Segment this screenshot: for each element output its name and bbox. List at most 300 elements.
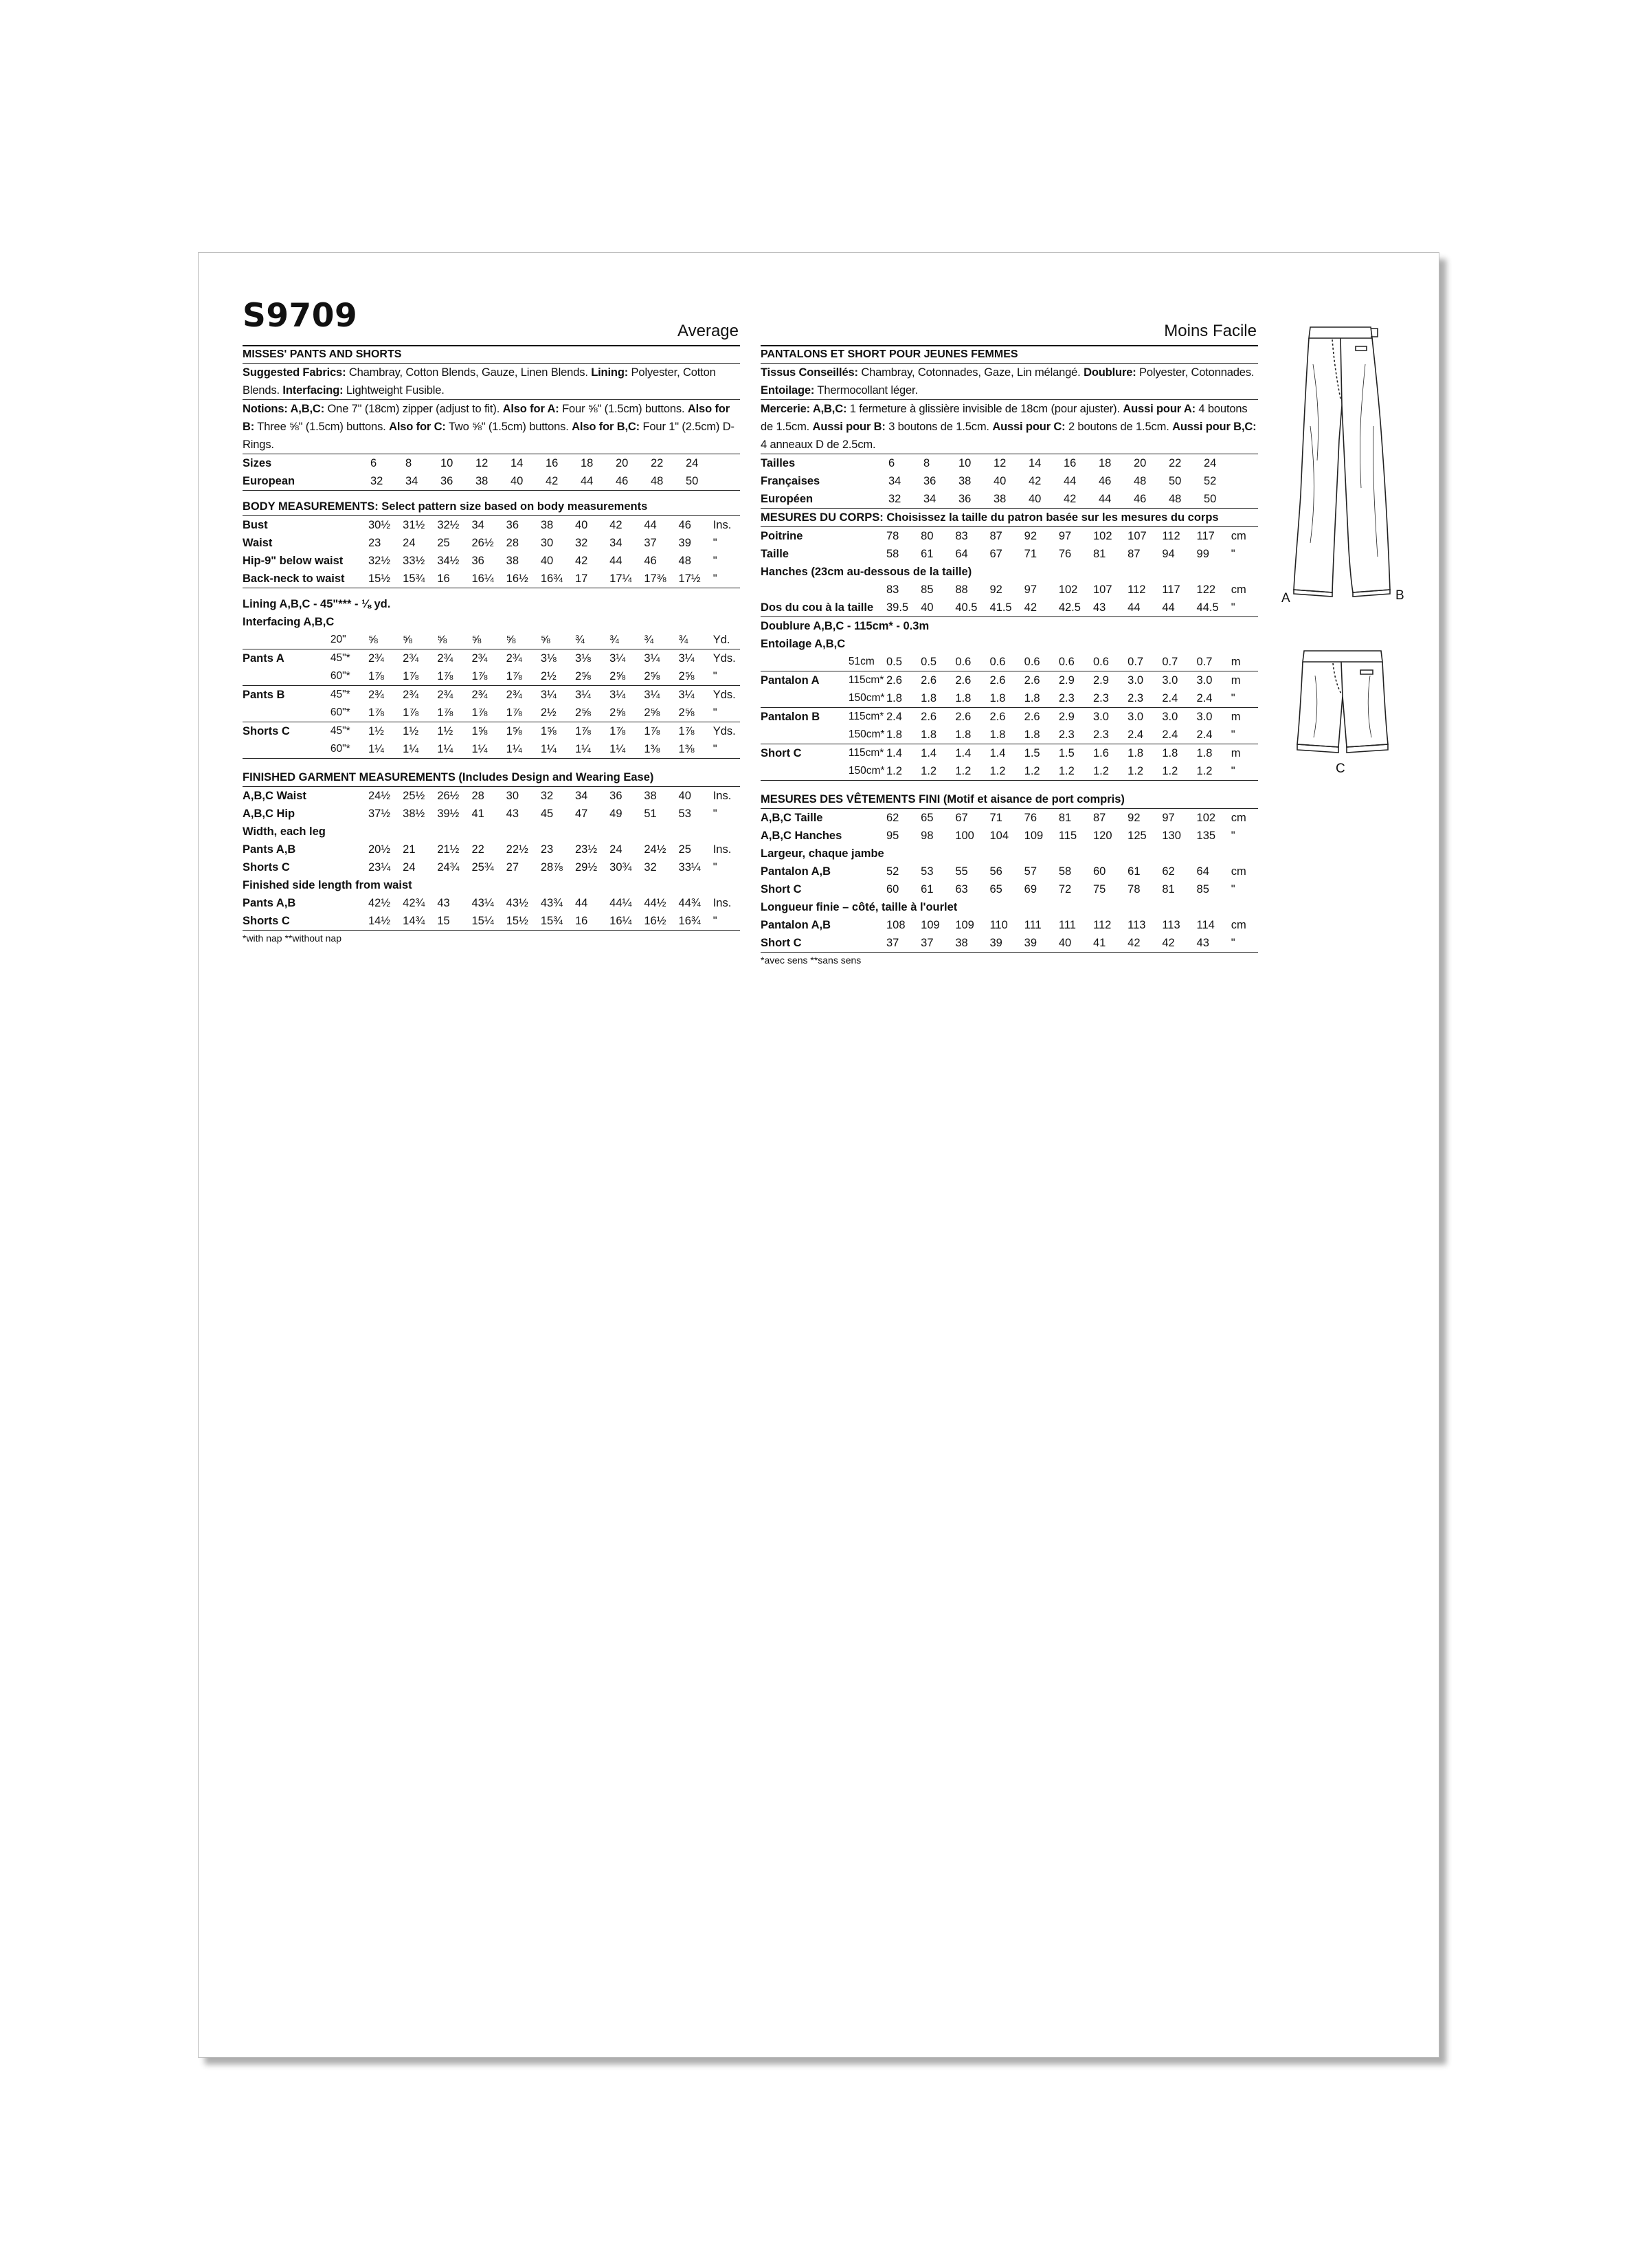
unit-cell: Yds. <box>713 689 736 701</box>
table-cell: 2.6 <box>989 711 1006 723</box>
header <box>761 302 1258 345</box>
table-cell: 1.5 <box>1058 747 1075 759</box>
table-cell: 80 <box>921 530 934 542</box>
table-cell: 25¾ <box>471 861 494 874</box>
table-cell: 44 <box>575 897 588 909</box>
table-cell: 76 <box>1024 812 1037 824</box>
table-cell: 2¾ <box>471 652 488 665</box>
table-cell: 2.9 <box>1058 711 1075 723</box>
table-cell: 37 <box>886 937 899 949</box>
table-cell: 44¼ <box>609 897 632 909</box>
fabric-width: 115cm* <box>848 711 884 722</box>
table-cell: 111 <box>1058 919 1076 931</box>
table-cell: 24 <box>609 843 622 856</box>
table-cell: 39 <box>989 937 1002 949</box>
table-cell: 34½ <box>437 555 460 567</box>
table-cell: 1⅞ <box>368 707 384 719</box>
interfacing-text: Lightweight Fusible. <box>343 384 445 397</box>
table-cell: 43 <box>1093 601 1106 614</box>
table-cell: 24½ <box>368 790 391 802</box>
table-cell: 67 <box>955 812 968 824</box>
table-cell: 125 <box>1128 830 1147 842</box>
table-cell: 98 <box>921 830 934 842</box>
table-cell: 38 <box>475 475 489 487</box>
table-cell: 17¼ <box>609 572 632 585</box>
table-cell: 28 <box>506 537 519 549</box>
table-cell: 1⅞ <box>437 670 453 682</box>
also-b-text: 3 boutons de 1.5cm. <box>885 421 993 433</box>
table-cell: 130 <box>1162 830 1181 842</box>
table-cell: 115 <box>1058 830 1077 842</box>
table-cell: 26½ <box>471 537 494 549</box>
table-cell: 40 <box>678 790 691 802</box>
row-label: Shorts C <box>243 725 290 737</box>
table-cell: 36 <box>440 475 453 487</box>
lining-label: Lining: <box>591 366 629 379</box>
unit-cell: Yds. <box>713 652 736 665</box>
table-cell: 52 <box>1204 475 1217 487</box>
also-b-label: Also for B: <box>243 403 730 433</box>
row-label: Pantalon A,B <box>761 919 831 931</box>
difficulty-level: Average <box>677 322 739 340</box>
table-cell: 1⅞ <box>403 670 419 682</box>
table-cell: 1.5 <box>1024 747 1040 759</box>
yardage-table <box>761 653 1258 781</box>
table-cell: 16½ <box>644 915 666 927</box>
table-cell: 2.4 <box>1196 729 1213 741</box>
also-a-label: Aussi pour A: <box>1123 403 1196 415</box>
row-label <box>243 704 330 722</box>
table-cell: 110 <box>989 919 1008 931</box>
table-row <box>243 631 740 649</box>
yardage-table <box>243 631 740 759</box>
table-cell: 20 <box>1134 457 1147 469</box>
table-cell: 120 <box>1093 830 1112 842</box>
table-cell: 43½ <box>506 897 528 909</box>
table-row <box>761 827 1258 845</box>
table-row <box>243 740 740 759</box>
table-cell: ⅝ <box>437 634 447 646</box>
table-cell: 1.8 <box>1128 747 1144 759</box>
table-row <box>243 570 740 588</box>
table-cell: 58 <box>886 548 899 560</box>
table-cell: 43¼ <box>471 897 494 909</box>
table-cell: 87 <box>989 530 1002 542</box>
header <box>243 297 740 345</box>
table-cell: 3⅛ <box>540 652 557 665</box>
table-cell: 2.9 <box>1093 674 1109 687</box>
table-cell: 37½ <box>368 808 391 820</box>
table-cell: 1.8 <box>1162 747 1178 759</box>
table-row <box>243 876 740 894</box>
table-cell: 15¼ <box>471 915 494 927</box>
table-cell: 1½ <box>437 725 453 737</box>
table-cell: 111 <box>1024 919 1042 931</box>
table-cell: 3.0 <box>1196 674 1213 687</box>
table-cell: ¾ <box>644 634 654 646</box>
table-cell: 46 <box>616 475 629 487</box>
table-cell: 117 <box>1162 583 1180 596</box>
table-cell: 42 <box>575 555 588 567</box>
table-row <box>761 880 1258 898</box>
also-b-label: Aussi pour B: <box>812 421 886 433</box>
also-c-label: Aussi pour C: <box>992 421 1066 433</box>
table-cell: 63 <box>955 883 968 896</box>
table-cell: 135 <box>1196 830 1216 842</box>
table-cell: 16¾ <box>540 572 563 585</box>
table-cell: 1¼ <box>368 743 384 755</box>
table-cell: 61 <box>921 883 934 896</box>
table-cell: 42.5 <box>1058 601 1081 614</box>
table-row <box>243 805 740 823</box>
garment-title: PANTALONS ET SHORT POUR JEUNES FEMMES <box>761 348 1018 360</box>
table-cell: 81 <box>1058 812 1072 824</box>
table-cell: 49 <box>609 808 622 820</box>
body-measurements-heading: MESURES DU CORPS: Choisissez la taille du patron basée sur les mesures du corps <box>761 511 1219 524</box>
table-cell: 40.5 <box>955 601 978 614</box>
table-cell: 17½ <box>678 572 701 585</box>
also-c-text: 2 boutons de 1.5cm. <box>1065 421 1173 433</box>
table-cell: 16 <box>437 572 450 585</box>
table-cell: 88 <box>955 583 968 596</box>
table-cell: ⅝ <box>540 634 550 646</box>
table-row <box>761 545 1258 563</box>
table-cell: 22½ <box>506 843 528 856</box>
table-cell: 32 <box>575 537 588 549</box>
table-cell: 3¼ <box>644 652 660 665</box>
table-cell: 6 <box>888 457 895 469</box>
table-cell: 37 <box>921 937 934 949</box>
table-row <box>761 527 1258 545</box>
unit-cell: Ins. <box>713 790 732 802</box>
table-row <box>243 649 740 667</box>
table-cell: 81 <box>1093 548 1106 560</box>
table-cell: 3.0 <box>1128 674 1144 687</box>
table-cell: 14 <box>1029 457 1042 469</box>
fabric-width: 45"* <box>330 652 350 664</box>
unit-cell: " <box>1231 765 1235 777</box>
table-row <box>243 894 740 912</box>
unit-cell: " <box>713 670 717 682</box>
table-cell: 2¾ <box>368 689 384 701</box>
table-cell: 2⅝ <box>678 670 695 682</box>
table-row <box>243 552 740 570</box>
table-cell: 26½ <box>437 790 460 802</box>
table-cell: 44 <box>1099 493 1112 505</box>
body-measurements-table <box>243 516 740 588</box>
table-cell: 1½ <box>368 725 384 737</box>
table-cell: 1.2 <box>886 765 902 777</box>
table-cell: 38 <box>644 790 657 802</box>
unit-cell: Ins. <box>713 843 732 856</box>
fabrics-text: Chambray, Cotonnades, Gaze, Lin mélangé. <box>857 366 1084 379</box>
table-cell: 3.0 <box>1196 711 1213 723</box>
row-label: Pantalon A <box>761 674 820 687</box>
table-cell: 2¾ <box>368 652 384 665</box>
body-measurements-heading: BODY MEASUREMENTS: Select pattern size based on body measurements <box>243 500 648 513</box>
table-cell: 112 <box>1162 530 1180 542</box>
row-label: Short C <box>761 747 802 759</box>
table-cell: 46 <box>644 555 657 567</box>
table-cell: 15¾ <box>403 572 425 585</box>
also-c-label: Also for C: <box>389 421 446 433</box>
table-cell: 17⅜ <box>644 572 666 585</box>
table-cell: 1.2 <box>921 765 937 777</box>
table-cell: 22 <box>1169 457 1182 469</box>
table-cell: 29½ <box>575 861 598 874</box>
table-row <box>761 934 1258 953</box>
unit-cell: " <box>713 915 717 927</box>
table-cell: 36 <box>958 493 972 505</box>
table-cell: 52 <box>886 865 899 878</box>
table-cell: 14 <box>511 457 524 469</box>
unit-cell: " <box>1231 601 1235 614</box>
english-column <box>243 297 740 946</box>
table-cell: 67 <box>989 548 1002 560</box>
table-cell: 3.0 <box>1162 711 1178 723</box>
table-cell: 34 <box>575 790 588 802</box>
table-cell: 1⅜ <box>644 743 660 755</box>
table-cell: 3¼ <box>644 689 660 701</box>
table-cell: 102 <box>1196 812 1216 824</box>
table-cell: 23½ <box>575 843 598 856</box>
fabric-width: 115cm* <box>848 747 884 759</box>
table-cell: 34 <box>405 475 418 487</box>
table-cell: 40 <box>921 601 934 614</box>
table-row <box>243 787 740 805</box>
table-cell: 2.6 <box>989 674 1006 687</box>
row-label: A,B,C Hip <box>243 808 295 820</box>
row-label: Européen <box>761 493 814 505</box>
table-row <box>761 653 1258 671</box>
table-cell: ⅝ <box>506 634 516 646</box>
table-cell: 36 <box>609 790 622 802</box>
table-cell: 2¾ <box>506 652 522 665</box>
table-cell: 25 <box>437 537 450 549</box>
table-row <box>243 858 740 876</box>
table-cell: 99 <box>1196 548 1209 560</box>
table-cell: 2⅝ <box>678 707 695 719</box>
table-cell: 2.3 <box>1058 692 1075 704</box>
table-cell: 47 <box>575 808 588 820</box>
table-cell: 109 <box>1024 830 1044 842</box>
table-cell: 1.8 <box>886 692 902 704</box>
table-cell: 0.5 <box>921 656 937 668</box>
table-cell: 16 <box>1064 457 1077 469</box>
table-cell: 44½ <box>644 897 666 909</box>
table-cell: 10 <box>958 457 972 469</box>
table-cell: 39 <box>1024 937 1037 949</box>
table-row <box>761 454 1258 472</box>
table-cell: 1.8 <box>1196 747 1213 759</box>
table-cell: 1⅞ <box>471 707 488 719</box>
table-cell: 34 <box>923 493 936 505</box>
table-cell: 3¼ <box>609 689 626 701</box>
table-cell: 40 <box>1058 937 1072 949</box>
fabric-width: 60"* <box>330 707 350 718</box>
table-cell: 2½ <box>540 670 557 682</box>
table-cell: 57 <box>1024 865 1037 878</box>
table-cell: 20 <box>616 457 629 469</box>
table-cell: 2.6 <box>921 711 937 723</box>
fabrics-label: Tissus Conseillés: <box>761 366 858 379</box>
table-cell: 44 <box>644 519 657 531</box>
also-a-text: 4 boutons de 1.5cm. <box>761 403 1248 433</box>
finished-measurements-heading: FINISHED GARMENT MEASUREMENTS (Includes Design and Wearing Ease) <box>243 771 654 783</box>
table-cell: 1¼ <box>609 743 626 755</box>
table-cell: 2.9 <box>1058 674 1075 687</box>
unit-cell: " <box>713 743 717 755</box>
table-cell: 46 <box>1099 475 1112 487</box>
table-cell: 61 <box>1128 865 1141 878</box>
row-label: Short C <box>761 883 802 896</box>
row-label: Taille <box>761 548 789 560</box>
table-cell: 65 <box>921 812 934 824</box>
interfacing-label: Interfacing: <box>282 384 344 397</box>
table-cell: 1.8 <box>955 729 972 741</box>
fabrics-paragraph <box>761 364 1258 399</box>
table-cell: 40 <box>540 555 554 567</box>
row-label: Pants A <box>243 652 284 665</box>
also-c-text: Two ⅝" (1.5cm) buttons. <box>445 421 572 433</box>
table-cell: 1⅞ <box>403 707 419 719</box>
table-cell: 37 <box>644 537 657 549</box>
lining-text: Polyester, Cotton Blends. <box>243 366 716 397</box>
table-cell: 2.3 <box>1128 692 1144 704</box>
row-label: Tailles <box>761 457 796 469</box>
fabric-width: 150cm* <box>848 692 885 704</box>
table-cell: 0.5 <box>886 656 902 668</box>
table-cell: 1¼ <box>437 743 453 755</box>
row-label: A,B,C Hanches <box>761 830 842 842</box>
table-cell: 22 <box>651 457 664 469</box>
table-cell: 18 <box>581 457 594 469</box>
table-cell: 92 <box>1128 812 1141 824</box>
row-label: Short C <box>761 937 802 949</box>
table-cell: 71 <box>989 812 1002 824</box>
table-cell: 3¼ <box>678 652 695 665</box>
table-row <box>243 667 740 686</box>
table-cell: 43¾ <box>540 897 563 909</box>
row-label: Shorts C <box>243 861 290 874</box>
table-cell: 0.6 <box>989 656 1006 668</box>
table-cell: 92 <box>989 583 1002 596</box>
table-cell: 87 <box>1128 548 1141 560</box>
fabric-width: 115cm* <box>848 674 884 686</box>
table-row <box>761 762 1258 781</box>
table-cell: 1.2 <box>955 765 972 777</box>
table-cell: 42 <box>1162 937 1175 949</box>
unit-cell: Ins. <box>713 897 732 909</box>
row-label: Hanches (23cm au-dessous de la taille) <box>761 566 972 578</box>
table-cell: 23 <box>540 843 554 856</box>
table-cell: 34 <box>888 475 901 487</box>
table-cell: 40 <box>575 519 588 531</box>
unit-cell: m <box>1231 747 1241 759</box>
row-label <box>243 740 330 758</box>
lining-label: Doublure: <box>1084 366 1136 379</box>
table-row <box>761 863 1258 880</box>
notions-paragraph <box>761 400 1258 454</box>
table-cell: 48 <box>1169 493 1182 505</box>
table-cell: 44 <box>1162 601 1175 614</box>
row-label: Pants A,B <box>243 897 296 909</box>
table-cell: 28⅞ <box>540 861 563 874</box>
table-cell: 1⅝ <box>471 725 488 737</box>
table-cell: 1.8 <box>989 692 1006 704</box>
unit-cell: m <box>1231 674 1241 687</box>
table-cell: 30¾ <box>609 861 632 874</box>
table-cell: 12 <box>475 457 489 469</box>
table-cell: 2.6 <box>955 711 972 723</box>
table-cell: 83 <box>886 583 899 596</box>
table-cell: 50 <box>686 475 699 487</box>
table-cell: 2.6 <box>921 674 937 687</box>
table-cell: 42¾ <box>403 897 425 909</box>
table-cell: 21 <box>403 843 416 856</box>
finished-measurements-table <box>761 809 1258 953</box>
pants-line-drawing <box>1290 323 1393 598</box>
interfacing-text: Thermocollant léger. <box>814 384 918 397</box>
table-cell: 3¼ <box>609 652 626 665</box>
unit-cell: " <box>713 861 717 874</box>
table-cell: 33¼ <box>678 861 701 874</box>
table-cell: 34 <box>609 537 622 549</box>
table-cell: 1¼ <box>403 743 419 755</box>
table-cell: ¾ <box>575 634 585 646</box>
shorts-line-drawing <box>1294 648 1391 758</box>
row-label: Largeur, chaque jambe <box>761 847 884 860</box>
body-measurements-table <box>761 527 1258 617</box>
lining-text: Polyester, Cotonnades. <box>1136 366 1255 379</box>
table-cell: 1.2 <box>1024 765 1040 777</box>
table-cell: 42 <box>1064 493 1077 505</box>
table-cell: 122 <box>1196 583 1216 596</box>
table-cell: 42 <box>546 475 559 487</box>
table-row <box>761 726 1258 744</box>
table-cell: 92 <box>1024 530 1037 542</box>
table-cell: 50 <box>1204 493 1217 505</box>
row-label: Poitrine <box>761 530 803 542</box>
unit-cell: Yds. <box>713 725 736 737</box>
table-cell: 65 <box>989 883 1002 896</box>
table-row <box>243 472 740 491</box>
table-cell: 2.4 <box>1162 692 1178 704</box>
interfacing-heading: Interfacing A,B,C <box>243 616 335 628</box>
row-label: Dos du cou à la taille <box>761 601 874 614</box>
table-cell: 1⅞ <box>437 707 453 719</box>
table-cell: 53 <box>921 865 934 878</box>
also-a-label: Also for A: <box>502 403 559 415</box>
fabric-width: 20" <box>330 634 346 645</box>
unit-cell: " <box>713 572 717 585</box>
table-cell: 15½ <box>506 915 528 927</box>
table-cell: 75 <box>1093 883 1106 896</box>
table-cell: 2⅝ <box>644 707 660 719</box>
table-cell: 24 <box>686 457 699 469</box>
table-cell: 42 <box>1029 475 1042 487</box>
table-cell: 2.3 <box>1093 729 1109 741</box>
table-cell: 25 <box>678 843 691 856</box>
table-cell: 24 <box>403 537 416 549</box>
table-row <box>243 704 740 722</box>
table-cell: 1.8 <box>921 692 937 704</box>
unit-cell: " <box>1231 548 1235 560</box>
footnote: *avec sens **sans sens <box>761 955 862 966</box>
table-cell: 36 <box>923 475 936 487</box>
notions-text: 1 fermeture à glissière invisible de 18cm (pour ajuster). <box>846 403 1123 415</box>
row-label: Pants B <box>243 689 285 701</box>
